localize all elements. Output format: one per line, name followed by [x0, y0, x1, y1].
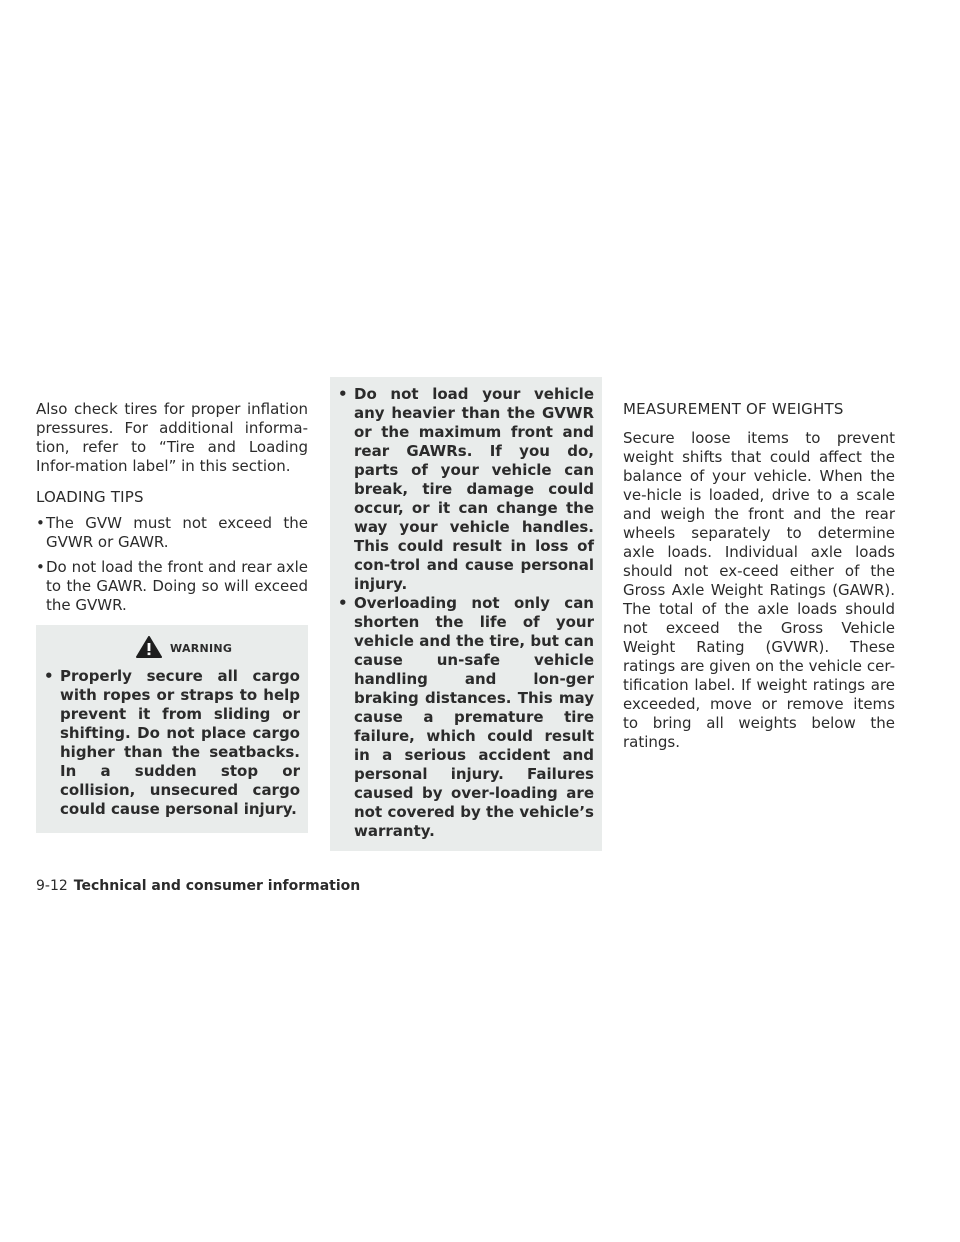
warning-box-continued	[330, 377, 602, 851]
measurement-heading: MEASUREMENT OF WEIGHTS	[623, 400, 844, 418]
page-footer	[36, 878, 360, 894]
warning-header	[44, 633, 300, 659]
loading-tips-list	[36, 514, 308, 615]
column-1	[36, 400, 308, 833]
chapter-title: Technical and consumer information	[73, 878, 361, 894]
warning-list	[338, 385, 594, 841]
list-item: •Do not load the front and rear axle to the GAWR. Doing so will exceed the GVWR.	[36, 558, 308, 614]
warning-triangle-icon	[136, 636, 162, 658]
warning-box	[36, 625, 308, 833]
list-item: • Do not load your vehicle any heavier than the GVWR or the maximum front and rear GAWRs. If you do, parts of your vehicle can break, tire damage could occur, or it can change the way your vehicle handles. This could result in loss of con-trol and cause personal injury.	[338, 385, 594, 593]
list-item: • Properly secure all cargo with ropes or straps to help prevent it from sliding or shifting. Do not place cargo higher than the seatbacks. In a sudden stop or collision, unsecured cargo could cause personal injury.	[44, 667, 300, 818]
intro-paragraph: Also check tires for proper inflation pressures. For additional informa-tion, refer to “Tire and Loading Infor-mation label” in this section.	[36, 400, 308, 475]
list-item: •The GVW must not exceed the GVWR or GAWR.	[36, 514, 308, 551]
column-2	[330, 377, 602, 851]
column-3	[623, 400, 895, 752]
measurement-paragraph: Secure loose items to prevent weight shifts that could affect the balance of your vehicle. When the ve-hicle is loaded, drive to a scale and weigh the front and the rear wheels separately to determine axle loads. Individual axle loads should not ex-ceed either of the Gross Axle Weight Ratings (GAWR). The total of the axle loads should not exceed the Gross Vehicle Weight Rating (GVWR). These ratings are given on the vehicle cer-tification label. If weight ratings are exceeded, move or remove items to bring all weights below the ratings.	[623, 429, 895, 751]
loading-tips-heading: LOADING TIPS	[36, 488, 144, 506]
page-number: 9-12	[36, 878, 68, 894]
list-item: • Overloading not only can shorten the life of your vehicle and the tire, but can cause un-safe vehicle handling and lon-ger braking distances. This may cause a premature tire failure, which could result in a serious accident and personal injury. Failures caused by over-loading are not covered by the vehicle’s warranty.	[338, 594, 594, 840]
warning-label: WARNING	[170, 642, 233, 655]
warning-list	[44, 667, 300, 819]
